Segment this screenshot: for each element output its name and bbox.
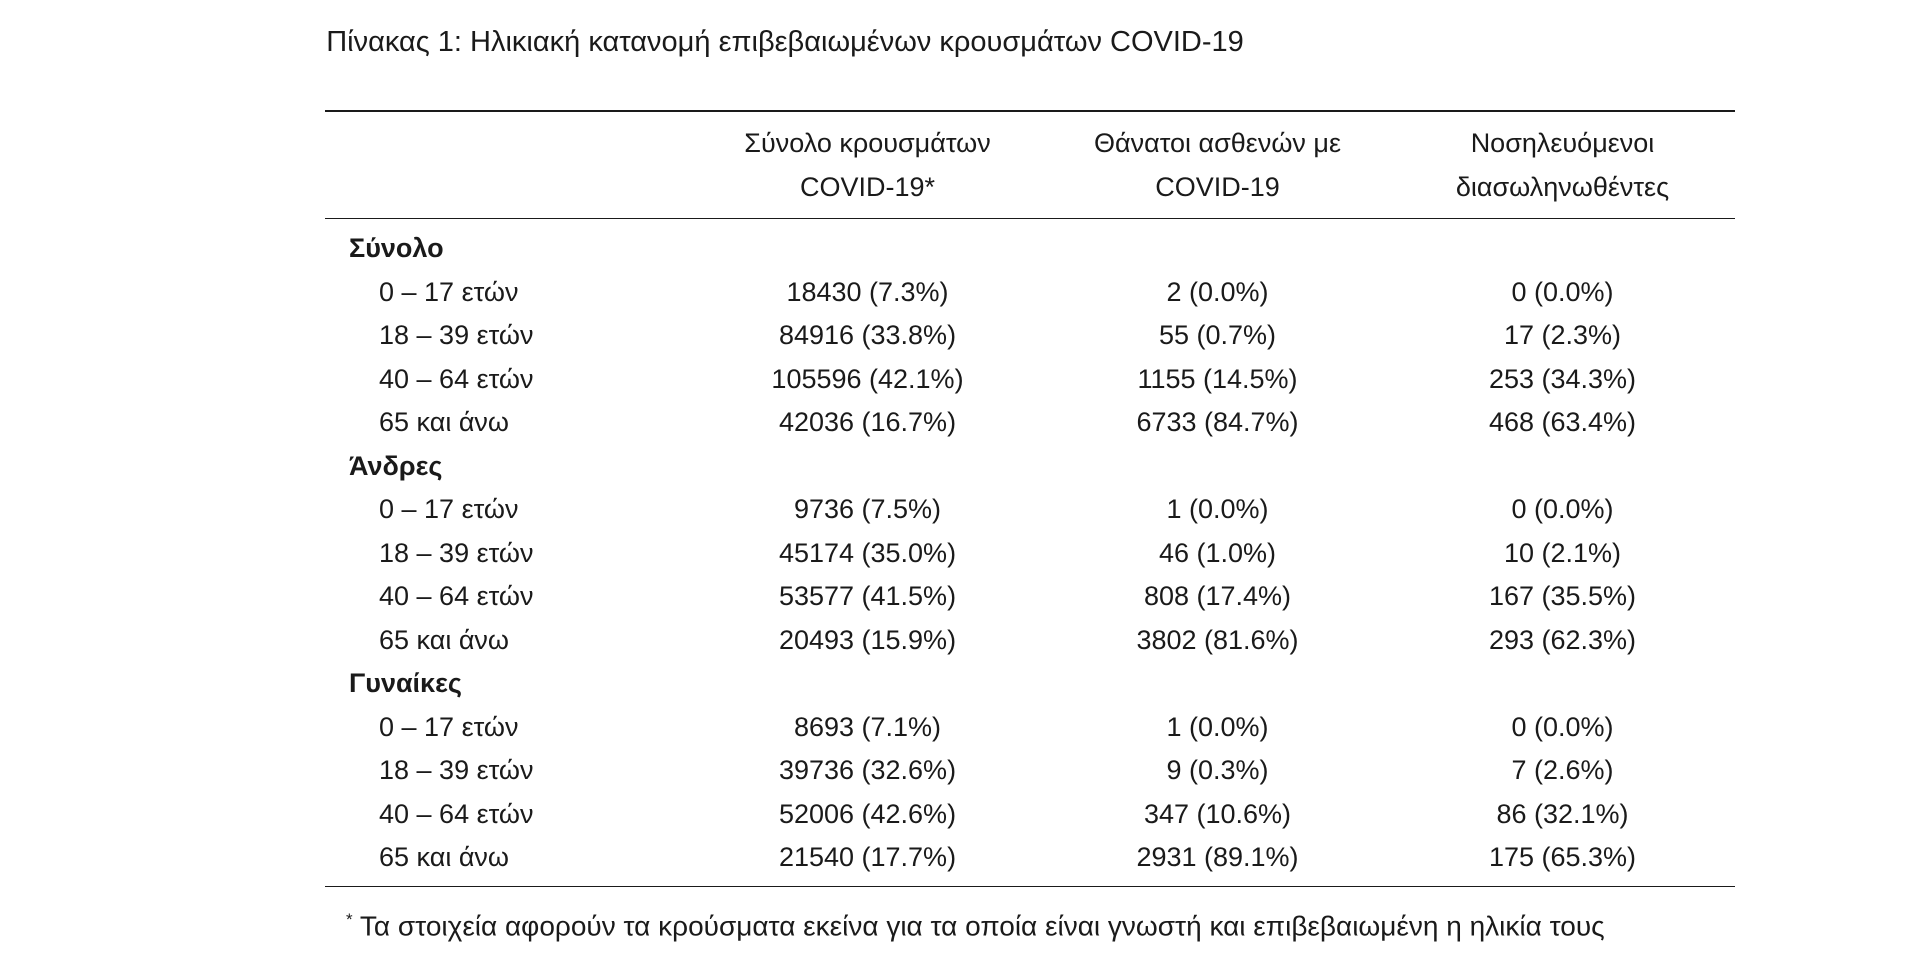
table-title: Πίνακας 1: Ηλικιακή κατανομή επιβεβαιωμένων κρουσμάτων COVID-19 bbox=[326, 26, 1244, 58]
cases-cell: 53577 (41.5%) bbox=[778, 581, 957, 612]
age-cell: 65 και άνω bbox=[379, 624, 510, 655]
age-cell: 0 – 17 ετών bbox=[379, 711, 519, 742]
deaths-cell: 9 (0.3%) bbox=[1166, 755, 1269, 786]
intubated-cell: 0 (0.0%) bbox=[1511, 276, 1614, 307]
table-body bbox=[325, 219, 1735, 880]
intubated-cell: 253 (34.3%) bbox=[1488, 363, 1637, 394]
header-deaths: Θάνατοι ασθενών με COVID-19 bbox=[1093, 128, 1342, 202]
intubated-cell: 293 (62.3%) bbox=[1488, 624, 1637, 655]
deaths-cell: 46 (1.0%) bbox=[1158, 537, 1277, 568]
table-row bbox=[325, 836, 1735, 880]
deaths-cell: 1155 (14.5%) bbox=[1137, 363, 1298, 394]
age-cell: 65 και άνω bbox=[379, 842, 510, 873]
deaths-cell: 347 (10.6%) bbox=[1143, 798, 1292, 829]
header-intubated: Νοσηλευόμενοι διασωληνωθέντες bbox=[1455, 128, 1670, 202]
age-cell: 40 – 64 ετών bbox=[379, 363, 534, 394]
table-row bbox=[325, 619, 1735, 663]
age-cell: 40 – 64 ετών bbox=[379, 798, 534, 829]
age-distribution-table bbox=[325, 110, 1735, 887]
intubated-cell: 468 (63.4%) bbox=[1488, 407, 1637, 438]
table-row bbox=[325, 706, 1735, 750]
footnote-mark: * bbox=[346, 910, 353, 929]
group-label: Σύνολο bbox=[349, 233, 444, 264]
group-label: Γυναίκες bbox=[349, 668, 462, 699]
cases-cell: 52006 (42.6%) bbox=[778, 798, 957, 829]
table-row bbox=[325, 488, 1735, 532]
age-cell: 65 και άνω bbox=[379, 407, 510, 438]
intubated-cell: 10 (2.1%) bbox=[1503, 537, 1622, 568]
deaths-cell: 808 (17.4%) bbox=[1143, 581, 1292, 612]
age-cell: 18 – 39 ετών bbox=[379, 537, 534, 568]
group-label: Άνδρες bbox=[349, 450, 443, 481]
table-row bbox=[325, 358, 1735, 402]
cases-cell: 20493 (15.9%) bbox=[778, 624, 957, 655]
age-cell: 18 – 39 ετών bbox=[379, 320, 534, 351]
deaths-cell: 1 (0.0%) bbox=[1166, 494, 1269, 525]
intubated-cell: 167 (35.5%) bbox=[1488, 581, 1637, 612]
footnote-text: Τα στοιχεία αφορούν τα κρούσματα εκείνα για τα οποία είναι γνωστή και επιβεβαιωμένη η ηλικία τους bbox=[352, 910, 1605, 942]
deaths-cell: 2931 (89.1%) bbox=[1136, 842, 1299, 873]
cases-cell: 84916 (33.8%) bbox=[778, 320, 957, 351]
intubated-cell: 17 (2.3%) bbox=[1503, 320, 1622, 351]
cases-cell: 8693 (7.1%) bbox=[793, 711, 942, 742]
deaths-cell: 2 (0.0%) bbox=[1166, 276, 1269, 307]
bottom-rule bbox=[325, 886, 1735, 887]
table-row bbox=[325, 532, 1735, 576]
cases-cell: 18430 (7.3%) bbox=[786, 276, 949, 307]
table-row bbox=[325, 314, 1735, 358]
footnote bbox=[346, 910, 1605, 942]
cases-cell: 9736 (7.5%) bbox=[793, 494, 942, 525]
age-cell: 0 – 17 ετών bbox=[379, 494, 519, 525]
cases-cell: 42036 (16.7%) bbox=[778, 407, 957, 438]
age-cell: 0 – 17 ετών bbox=[379, 276, 519, 307]
table-row bbox=[325, 793, 1735, 837]
header-total-cases: Σύνολο κρουσμάτων COVID-19* bbox=[744, 128, 991, 202]
deaths-cell: 55 (0.7%) bbox=[1158, 320, 1277, 351]
table-row bbox=[325, 401, 1735, 445]
table-row bbox=[325, 575, 1735, 619]
intubated-cell: 86 (32.1%) bbox=[1496, 798, 1629, 829]
age-cell: 18 – 39 ετών bbox=[379, 755, 534, 786]
deaths-cell: 3802 (81.6%) bbox=[1136, 624, 1299, 655]
cases-cell: 39736 (32.6%) bbox=[778, 755, 957, 786]
cases-cell: 105596 (42.1%) bbox=[771, 363, 964, 394]
cases-cell: 21540 (17.7%) bbox=[778, 842, 957, 873]
table-row bbox=[325, 271, 1735, 315]
intubated-cell: 0 (0.0%) bbox=[1511, 711, 1614, 742]
intubated-cell: 175 (65.3%) bbox=[1488, 842, 1637, 873]
deaths-cell: 1 (0.0%) bbox=[1166, 711, 1269, 742]
cases-cell: 45174 (35.0%) bbox=[778, 537, 957, 568]
table-row bbox=[325, 749, 1735, 793]
table-header bbox=[325, 112, 1735, 218]
intubated-cell: 0 (0.0%) bbox=[1511, 494, 1614, 525]
age-cell: 40 – 64 ετών bbox=[379, 581, 534, 612]
intubated-cell: 7 (2.6%) bbox=[1511, 755, 1614, 786]
deaths-cell: 6733 (84.7%) bbox=[1136, 407, 1299, 438]
